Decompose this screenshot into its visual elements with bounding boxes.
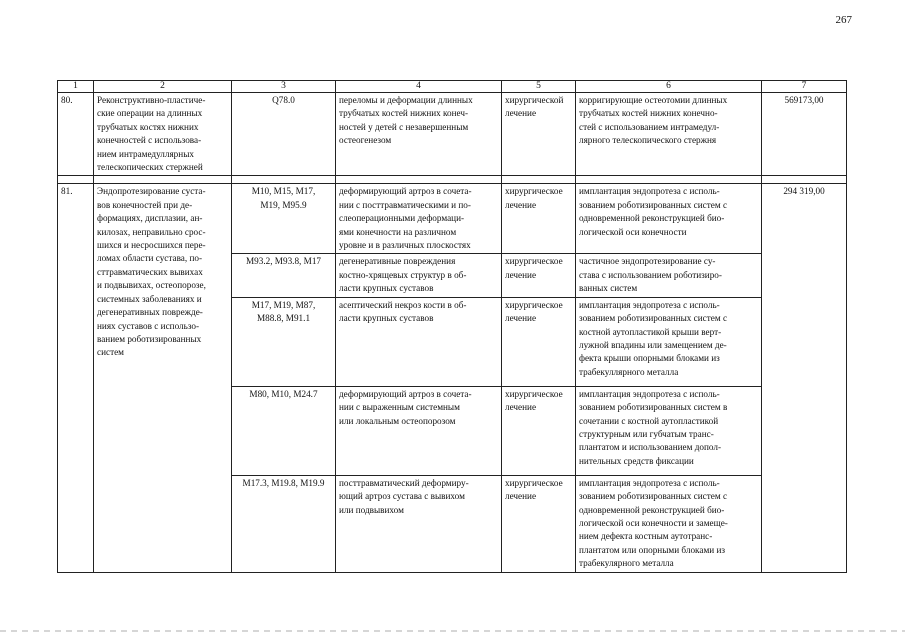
- treatment-name: Реконструктивно-пластиче- ские операции на длинных трубчатых костях нижних конечностей с использова- нием интрамедуллярных телескопических стержней: [94, 93, 232, 176]
- treatment-method: имплантация эндопротеза с исполь- зованием роботизированных систем с одновременной реконструкцией био- логической оси конечности и замеще- нием дефекта костным аутотранс- плантатом или опорными блоками из трабекулярного металла: [576, 475, 762, 572]
- treatment-type: хирургической лечение: [502, 93, 576, 176]
- treatment-type: хирургическое лечение: [502, 297, 576, 386]
- row-number: 81.: [58, 184, 94, 572]
- treatment-type: хирургическое лечение: [502, 254, 576, 297]
- patient-model: деформирующий артроз в сочета- нии с посттравматическими и по- слеоперационными деформаци- ями конечности на различном уровне и в различных плоскостях: [336, 184, 502, 254]
- icd-codes: M80, M10, M24.7: [232, 386, 336, 475]
- patient-model: посттравматический деформиру- ющий артроз сустава с вывихом или подвывихом: [336, 475, 502, 572]
- treatment-method: имплантация эндопротеза с исполь- зованием роботизированных систем в сочетании с костной аутопластикой структурным или губчатым транс- плантатом и использованием допол- нительных средств фиксации: [576, 386, 762, 475]
- column-header: 6: [576, 81, 762, 93]
- column-header: 3: [232, 81, 336, 93]
- treatment-name: Эндопротезирование суста- вов конечностей при де- формациях, дисплазии, ан- килозах, неправильно срос- шихся и несросшихся пере- ломах области сустава, по- сттравматических вывихах и подвывихах, остеопорозе, системных заболеваниях и дегенеративных поврежде- ниях суставов с использо- ванием роботизированных систем: [94, 184, 232, 572]
- vmp-table: [57, 80, 847, 573]
- treatment-method: имплантация эндопротеза с исполь- зованием роботизированных систем с одновременной реконструкцией био- логической оси конечности: [576, 184, 762, 254]
- column-header: 7: [762, 81, 847, 93]
- patient-model: переломы и деформации длинных трубчатых костей нижних конеч- ностей у детей с незавершенным остеогенезом: [336, 93, 502, 176]
- column-number-row: [58, 81, 847, 93]
- row-number: 80.: [58, 93, 94, 176]
- icd-codes: M17.3, M19.8, M19.9: [232, 475, 336, 572]
- table-row-81: [58, 184, 847, 254]
- separator-row: [58, 176, 847, 184]
- price: 294 319,00: [762, 184, 847, 572]
- column-header: 4: [336, 81, 502, 93]
- treatment-method: корригирующие остеотомии длинных трубчатых костей нижних конечно- стей с использованием интрамедул- лярного телескопического стержня: [576, 93, 762, 176]
- price: 569173,00: [762, 93, 847, 176]
- patient-model: асептический некроз кости в об- ласти крупных суставов: [336, 297, 502, 386]
- icd-codes: M17, M19, M87, M88.8, M91.1: [232, 297, 336, 386]
- patient-model: деформирующий артроз в сочета- нии с выраженным системным или локальным остеопорозом: [336, 386, 502, 475]
- column-header: 5: [502, 81, 576, 93]
- treatment-method: имплантация эндопротеза с исполь- зованием роботизированных систем с костной аутопластикой крыши верт- лужной впадины или замещением де- фекта крыши опорными блоками из трабекуллярного металла: [576, 297, 762, 386]
- treatment-method: частичное эндопротезирование су- става с использованием роботизиро- ванных систем: [576, 254, 762, 297]
- patient-model: дегенеративные повреждения костно-хрящевых структур в об- ласти крупных суставов: [336, 254, 502, 297]
- table-row-80: [58, 93, 847, 176]
- icd-codes: Q78.0: [232, 93, 336, 176]
- column-header: 2: [94, 81, 232, 93]
- column-header: 1: [58, 81, 94, 93]
- scan-artifact-line: [0, 630, 905, 632]
- icd-codes: M10, M15, M17, M19, M95.9: [232, 184, 336, 254]
- treatment-type: хирургическое лечение: [502, 184, 576, 254]
- icd-codes: M93.2, M93.8, M17: [232, 254, 336, 297]
- page-number: 267: [835, 14, 852, 26]
- treatment-type: хирургическое лечение: [502, 386, 576, 475]
- treatment-type: хирургическое лечение: [502, 475, 576, 572]
